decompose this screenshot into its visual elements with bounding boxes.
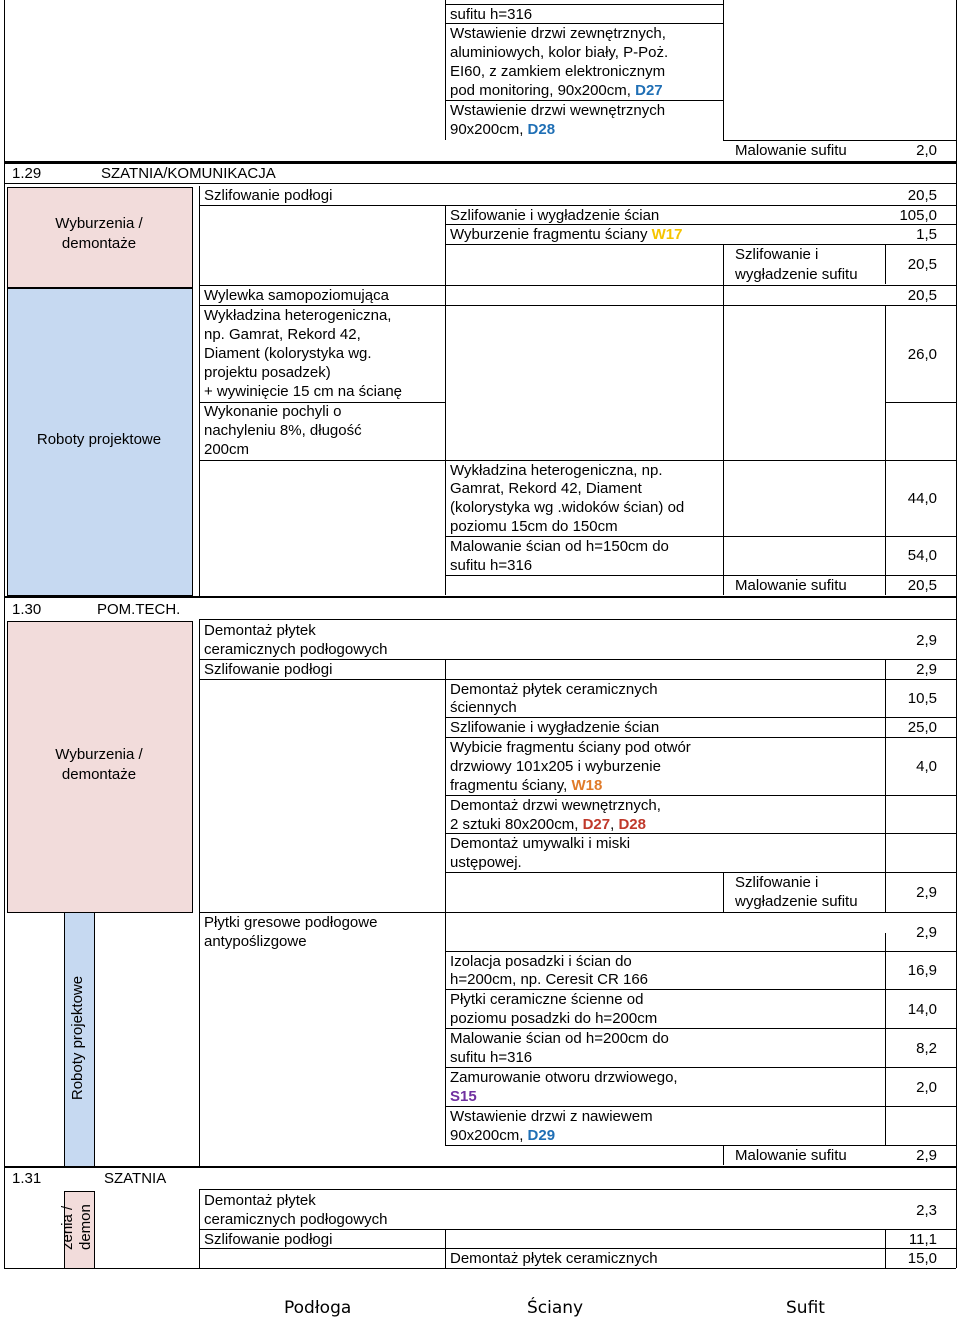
floor-value: 2,3: [916, 1202, 937, 1219]
grid-line: [445, 872, 956, 873]
wall-item: Izolacja posadzki i ścian do: [450, 953, 632, 970]
wall-item: Gamrat, Rekord 42, Diament: [450, 480, 642, 497]
wall-value: 1,5: [916, 226, 937, 243]
top-wall-item-1: sufitu h=316: [450, 6, 533, 23]
ceiling-value: 2,0: [916, 142, 937, 159]
wall-code: W18: [571, 777, 603, 794]
wall-item: drzwiowy 101x205 i wyburzenie: [450, 758, 661, 775]
ceiling-item: Szlifowanie i: [735, 874, 819, 891]
wall-item: Demontaż umywalki i miski: [450, 835, 631, 852]
category-label: Roboty projektowe: [36, 431, 162, 448]
category-label: zenia /: [59, 1205, 76, 1250]
floor-item: Demontaż płytek: [204, 622, 316, 639]
wall-value: 4,0: [916, 758, 937, 775]
wall-item: Zamurowanie otworu drzwiowego,: [450, 1069, 678, 1086]
wall-item: sufitu h=316: [450, 557, 533, 574]
section-divider: [4, 1166, 956, 1168]
floor-item: Diament (kolorystyka wg.: [204, 345, 372, 362]
wall-value: 44,0: [907, 490, 937, 507]
floor-item: Szlifowanie podłogi: [204, 1231, 333, 1248]
ceiling-item: wygładzenie sufitu: [735, 266, 858, 283]
section-number: 1.29: [12, 165, 42, 182]
section-title: POM.TECH.: [97, 601, 181, 618]
floor-item: Płytki gresowe podłogowe: [204, 914, 378, 931]
floor-item: ceramicznych podłogowych: [204, 1211, 388, 1228]
floor-value: 2,9: [916, 924, 937, 941]
wall-value: 54,0: [907, 547, 937, 564]
floor-value: 20,5: [907, 187, 937, 204]
wall-value: 10,5: [907, 690, 937, 707]
grid-line: [885, 402, 956, 403]
grid-line: [956, 0, 957, 1268]
floor-value: 20,5: [907, 287, 937, 304]
category-label: demontaże: [61, 766, 137, 783]
grid-line: [723, 1145, 724, 1165]
section-number: 1.30: [12, 601, 42, 618]
door-code: D29: [527, 1127, 556, 1144]
wall-item: ustępowej.: [450, 854, 522, 871]
footer-floor-label: Podłoga: [284, 1298, 352, 1318]
top-wall-item-3: Wstawienie drzwi wewnętrznych: [450, 102, 666, 119]
floor-value: 11,1: [908, 1231, 937, 1248]
wall-value: 2,0: [916, 1079, 937, 1096]
floor-value: 26,0: [907, 346, 937, 363]
section-title: SZATNIA: [104, 1170, 167, 1187]
wall-item: sufitu h=316: [450, 1049, 533, 1066]
grid-line: [445, 0, 446, 140]
grid-line: [199, 1189, 956, 1190]
section-title: SZATNIA/KOMUNIKACJA: [101, 165, 276, 182]
ceiling-item: Malowanie sufitu: [735, 577, 847, 594]
wall-item: Wykładzina heterogeniczna, np.: [450, 462, 663, 479]
wall-item: 2 sztuki 80x200cm, D27, D28: [450, 816, 646, 833]
wall-item: fragmentu ściany, W18: [450, 777, 603, 794]
footer-walls-label: Ściany: [527, 1298, 584, 1318]
top-wall-item-2: pod monitoring, 90x200cm, D27: [450, 82, 663, 99]
floor-item: ceramicznych podłogowych: [204, 641, 388, 658]
wall-item: Wybicie fragmentu ściany pod otwór: [450, 739, 691, 756]
wall-item: ściennych: [450, 699, 517, 716]
category-label: demontaże: [61, 235, 137, 252]
floor-item: 200cm: [204, 441, 250, 458]
wall-value: 25,0: [907, 719, 937, 736]
footer-ceiling-label: Sufit: [786, 1298, 825, 1318]
floor-item: Demontaż płytek: [204, 1192, 316, 1209]
grid-line: [445, 659, 446, 1145]
ceiling-item: Malowanie sufitu: [735, 142, 847, 159]
ceiling-item: Malowanie sufitu: [735, 1147, 847, 1164]
door-code: D28: [527, 121, 556, 138]
wall-item: Wyburzenie fragmentu ściany W17: [450, 226, 683, 243]
section-divider: [4, 596, 956, 598]
wall-item: Szlifowanie i wygładzenie ścian: [450, 719, 660, 736]
wall-item: Wstawienie drzwi z nawiewem: [450, 1108, 653, 1125]
ceiling-value: 2,9: [916, 884, 937, 901]
ceiling-item: wygładzenie sufitu: [735, 893, 858, 910]
wall-item: poziomu 15cm do 150cm: [450, 518, 618, 535]
wall-item: Płytki ceramiczne ścienne od: [450, 991, 644, 1008]
top-wall-item-3: 90x200cm, D28: [450, 121, 556, 138]
category-label: Wyburzenia /: [55, 746, 143, 763]
top-wall-item-2: aluminiowych, kolor biały, P-Poż.: [450, 44, 669, 61]
grid-line: [199, 619, 956, 620]
floor-item: antypoślizgowe: [204, 933, 307, 950]
wall-item: poziomu posadzki do h=200cm: [450, 1010, 658, 1027]
wall-code: S15: [450, 1088, 477, 1105]
wall-value: 105,0: [899, 207, 937, 224]
ceiling-value: 20,5: [907, 256, 937, 273]
wall-item: (kolorystyka wg .widoków ścian) od: [450, 499, 685, 516]
floor-item: nachyleniu 8%, długość: [204, 422, 362, 439]
floor-item: Szlifowanie podłogi: [204, 661, 333, 678]
grid-line: [199, 619, 200, 1166]
floor-item: Szlifowanie podłogi: [204, 187, 333, 204]
floor-item: Wykładzina heterogeniczna,: [204, 307, 392, 324]
grid-line: [723, 0, 724, 140]
floor-item: Wykonanie pochyli o: [204, 403, 342, 420]
door-code: D28: [618, 816, 646, 833]
floor-item: np. Gamrat, Rekord 42,: [204, 326, 361, 343]
wall-item: Szlifowanie i wygładzenie ścian: [450, 207, 660, 224]
floor-item: + wywinięcie 15 cm na ścianę: [204, 383, 403, 400]
wall-item: Demontaż płytek ceramicznych: [450, 1250, 658, 1267]
grid-line: [4, 0, 5, 1268]
floor-value: 2,9: [916, 632, 937, 649]
ceiling-item: Szlifowanie i: [735, 246, 819, 263]
grid-line: [723, 244, 724, 595]
floor-item: Wylewka samopoziomująca: [204, 287, 389, 304]
grid-line: [4, 183, 956, 184]
wall-item: 90x200cm, D29: [450, 1127, 556, 1144]
door-code: D27: [635, 82, 663, 99]
wall-value: 16,9: [907, 962, 937, 979]
wall-value: 8,2: [916, 1040, 937, 1057]
grid-line: [723, 872, 724, 912]
floor-item: projektu posadzek): [204, 364, 331, 381]
grid-line: [445, 244, 956, 245]
category-label: Roboty projektowe: [69, 975, 86, 1101]
grid-line: [4, 1268, 956, 1269]
wall-item: [450, 1087, 477, 1106]
grid-line: [199, 186, 200, 596]
category-label: demon: [77, 1204, 94, 1250]
top-wall-item-2: EI60, z zamkiem elektronicznym: [450, 63, 666, 80]
section-number: 1.31: [12, 1170, 42, 1187]
category-label: Wyburzenia /: [55, 215, 143, 232]
wall-item: Malowanie ścian od h=150cm do: [450, 538, 669, 555]
ceiling-value: 20,5: [907, 577, 937, 594]
wall-code: W17: [651, 226, 683, 243]
floor-value: 2,9: [916, 661, 937, 678]
wall-value: 14,0: [907, 1001, 937, 1018]
door-code: D27: [582, 816, 611, 833]
wall-item: Demontaż płytek ceramicznych: [450, 681, 658, 698]
wall-item: h=200cm, np. Ceresit CR 166: [450, 971, 649, 988]
wall-value: 15,0: [907, 1250, 937, 1267]
top-wall-item-2: Wstawienie drzwi zewnętrznych,: [450, 25, 666, 42]
wall-item: Malowanie ścian od h=200cm do: [450, 1030, 669, 1047]
wall-item: Demontaż drzwi wewnętrznych,: [450, 797, 661, 814]
ceiling-value: 2,9: [916, 1147, 937, 1164]
